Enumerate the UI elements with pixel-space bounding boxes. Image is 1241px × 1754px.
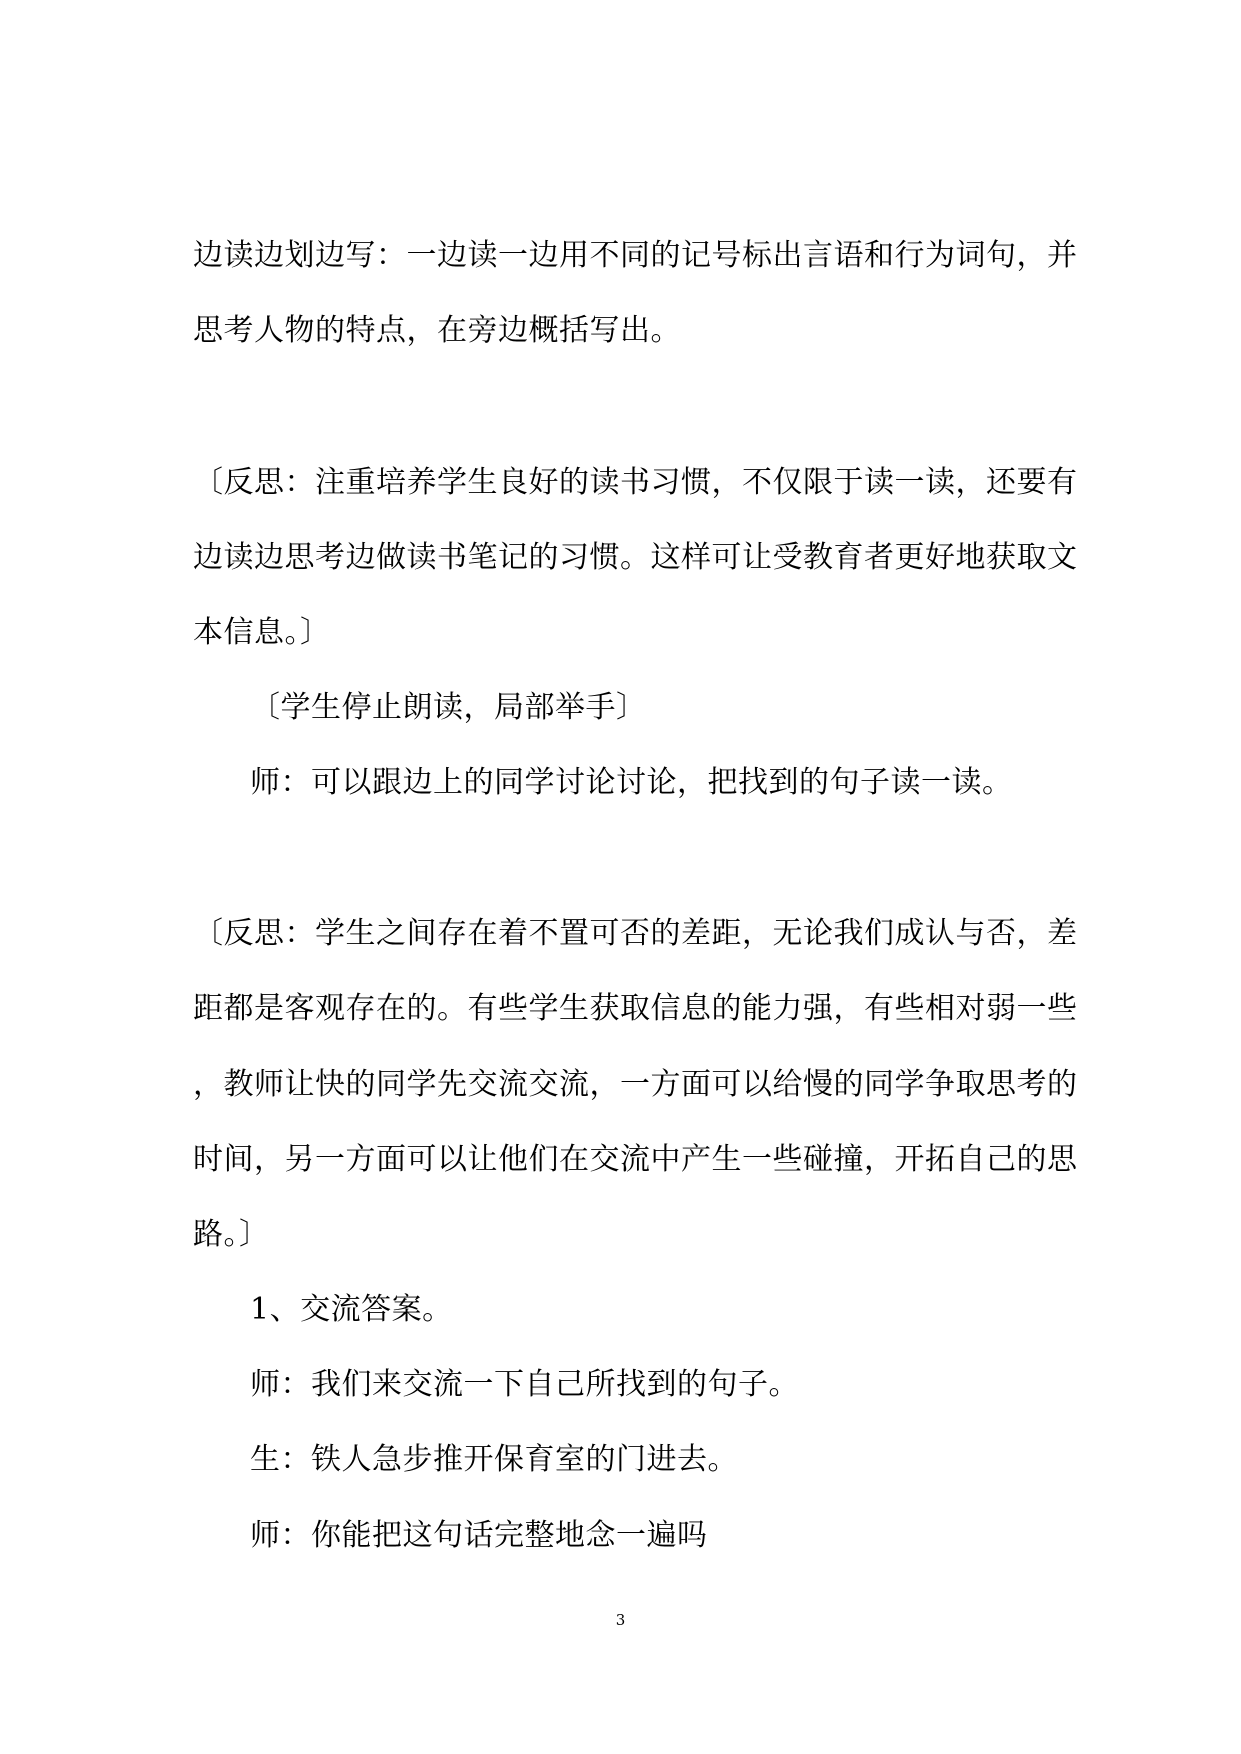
dialogue-line: 师：可以跟边上的同学讨论讨论，把找到的句子读一读。 <box>250 765 1013 800</box>
paragraph-line: 边读边划边写：一边读一边用不同的记号标出言语和行为词句，并 <box>193 238 1078 273</box>
dialogue-line: 生：铁人急步推开保育室的门进去。 <box>250 1442 738 1477</box>
reflection-line: ，教师让快的同学先交流交流，一方面可以给慢的同学争取思考的 <box>193 1067 1078 1102</box>
dialogue-line: 师：我们来交流一下自己所找到的句子。 <box>250 1367 799 1402</box>
stage-direction-line: 〔学生停止朗读，局部举手〕 <box>250 690 647 725</box>
dialogue-line: 师：你能把这句话完整地念一遍吗 <box>250 1518 708 1553</box>
reflection-line: 时间，另一方面可以让他们在交流中产生一些碰撞，开拓自己的思 <box>193 1142 1078 1177</box>
reflection-line: 边读边思考边做读书笔记的习惯。这样可让受教育者更好地获取文 <box>193 540 1078 575</box>
page-number: 3 <box>615 1611 626 1629</box>
section-heading: 1、交流答案。 <box>250 1292 453 1327</box>
reflection-line: 本信息。〕 <box>193 615 331 650</box>
reflection-line: 〔反思：学生之间存在着不置可否的差距，无论我们成认与否，差 <box>193 916 1078 951</box>
paragraph-line: 思考人物的特点，在旁边概括写出。 <box>193 313 681 348</box>
reflection-line: 距都是客观存在的。有些学生获取信息的能力强，有些相对弱一些 <box>193 991 1078 1026</box>
reflection-line: 〔反思：注重培养学生良好的读书习惯，不仅限于读一读，还要有 <box>193 465 1078 500</box>
reflection-line: 路。〕 <box>193 1217 270 1252</box>
